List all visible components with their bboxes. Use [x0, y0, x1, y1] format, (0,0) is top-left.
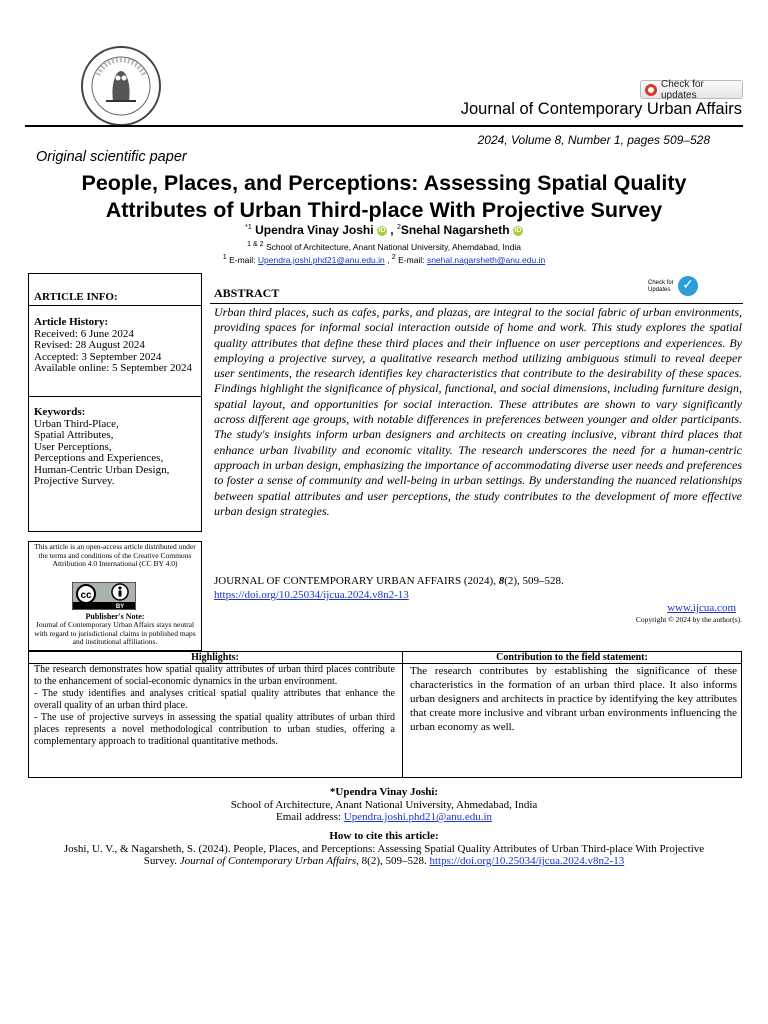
journal-name: Journal of Contemporary Urban Affairs — [460, 100, 742, 118]
contribution-heading: Contribution to the field statement: — [496, 652, 648, 663]
author-emails: $^1$ E-mail: Upendra.joshi.phd21@anu.edu.in , $^2$ E-mail: snehal.nagarsheth@anu.edu.in — [222, 253, 546, 265]
cite-doi-link[interactable]: https://doi.org/10.25034/ijcua.2024.v8n2-13 — [429, 855, 625, 867]
keywords-block — [34, 407, 200, 488]
corresponding-name: *Upendra Vinay Joshi: — [329, 786, 439, 798]
article-info-box — [28, 273, 202, 532]
paper-title-line2: Attributes of Urban Third-place With Projective Survey — [105, 198, 663, 222]
available-date: Available online: 5 September 2024 — [34, 362, 193, 374]
highlight-item: - The use of projective surveys in assessing the spatial quality attributes of urban third places represents a novel methodological contribution to urban studies, offering a complementary approach to traditional quantitative methods. — [34, 712, 395, 747]
accepted-date: Accepted: 3 September 2024 — [34, 350, 162, 363]
license-text: This article is an open-access article distributed under the terms and conditions of the Creative Commons Attribution 4.0 International (CC BY 4.0) — [34, 542, 196, 568]
how-to-cite-text — [0, 843, 768, 868]
corresponding-author — [0, 786, 768, 824]
publisher-note: Journal of Contemporary Urban Affairs stays neutral with regard to jurisdictional claims in published maps and institutional affiliations. — [34, 620, 196, 646]
copyright: Copyright © 2024 by the author(s). — [635, 615, 742, 624]
journal-logo — [80, 45, 162, 127]
email2-link[interactable]: snehal.nagarsheth@anu.edu.in — [426, 254, 546, 265]
cc-by-badge[interactable] — [72, 582, 136, 610]
check-for-updates-badge-label: Check for Updates — [648, 280, 674, 293]
email1-link[interactable]: Upendra.joshi.phd21@anu.edu.in — [257, 254, 385, 265]
abstract-text: Urban third places, such as cafes, parks, and plazas, are integral to the social fabric of urban environments, providing spaces for informal social interaction outside of home and work. This study explores the spatial quality attributes that define these third places and their influence on user perceptions and experiences. By employing a projective survey, a qualitative research method utilizing ambiguous stimuli to reveal deeper user sentiments, the research identifies key characteristics that contribute to the desirability of these spaces. Findings highlight the significance of physical, functional, and social dimensions, including furniture design, spatial layout, and opportunities for social interaction. These attributes are shown to vary significantly across different age groups, with notable differences in preferences between younger and older participants. The study's insights inform urban designers and architects on creating inclusive, vibrant third places that enhance urban livability and economic vitality. The research underscores the need for a human-centric approach in urban design, emphasizing the importance of accommodating diverse user needs and preferences to foster a sense of community and well-being in urban settings. By understanding the nuanced relationships between spatial attributes and user perceptions, the study contributes to the development of more effective urban design strategies. — [214, 305, 742, 518]
check-for-updates-button[interactable] — [640, 80, 743, 99]
corresponding-email-label: Email address: — [275, 811, 342, 823]
email2-label: E-mail: — [398, 254, 425, 265]
author2-name[interactable]: Snehal Nagarsheth — [400, 223, 510, 237]
citation-volume: 8 — [498, 575, 505, 587]
how-to-cite — [0, 830, 768, 868]
table-divider — [402, 651, 403, 778]
journal-citation — [214, 574, 734, 602]
highlight-item: The research demonstrates how spatial quality attributes of urban third places contribute to the enhancement of social-economic dynamics in the urban environment. — [34, 664, 395, 687]
publisher-note-heading: Publisher's Note: — [85, 612, 145, 621]
keyword: Spatial Attributes, — [34, 429, 114, 441]
revised-date: Revised: 28 August 2024 — [34, 339, 145, 351]
paper-title — [20, 170, 748, 224]
cc-label: cc — [80, 590, 92, 601]
corresponding-email-line — [0, 811, 768, 824]
cite-journal: Journal of Contemporary Urban Affairs — [179, 855, 357, 867]
check-for-updates-badge[interactable] — [648, 276, 728, 300]
author1-sup: *1 — [245, 224, 252, 231]
orcid-icon[interactable]: iD — [378, 226, 386, 234]
article-info-heading: ARTICLE INFO: — [34, 291, 118, 303]
corresponding-address: School of Architecture, Anant National University, Ahmedabad, India — [230, 798, 538, 811]
received-date: Received: 6 June 2024 — [34, 327, 134, 340]
check-for-updates-label: Check for updates — [660, 78, 704, 101]
header-divider — [25, 125, 743, 127]
abstract-heading: ABSTRACT — [214, 286, 280, 300]
keyword: Projective Survey. — [34, 475, 115, 487]
cite-text-part2: , 8(2), 509–528. — [356, 855, 427, 867]
citation-journal: JOURNAL OF CONTEMPORARY URBAN AFFAIRS (2024), — [214, 575, 496, 587]
by-label: BY — [115, 604, 125, 610]
keywords-heading: Keywords: — [34, 406, 86, 418]
email1-label: E-mail: — [229, 254, 256, 265]
paper-title-line1: People, Places, and Perceptions: Assessing Spatial Quality — [81, 171, 687, 195]
history-heading: Article History: — [34, 316, 109, 328]
check-icon: ✓ — [678, 276, 698, 296]
cite-text-part1: Joshi, U. V., & Nagarsheth, S. (2024). People, Places, and Perceptions: Assessing Spatial Quality Attributes of Urban Third-place With Projective Survey. — [63, 842, 705, 867]
affiliation-text: School of Architecture, Anant National University, Ahemdabad, India — [265, 241, 521, 252]
divider — [210, 303, 743, 304]
corresponding-email-link[interactable]: Upendra.joshi.phd21@anu.edu.in — [343, 811, 493, 823]
highlights-body — [34, 664, 395, 748]
how-to-cite-heading: How to cite this article: — [329, 830, 439, 842]
author1-name[interactable]: Upendra Vinay Joshi — [255, 223, 374, 237]
keyword: Urban Third-Place, — [34, 417, 119, 430]
volume-line: 2024, Volume 8, Number 1, pages 509–528 — [477, 133, 710, 147]
affil-sup: 1 & 2 — [247, 240, 264, 248]
divider — [28, 305, 202, 306]
keyword: Perceptions and Experiences, — [34, 452, 164, 464]
divider — [28, 396, 202, 397]
contribution-body: The research contributes by establishing the significance of these characteristics in the formation of an urban third place. It also informs urban designers and architects in practice by identifying the key attributes that create more inclusive and vibrant urban environments influencing the urban economy as well. — [410, 665, 737, 733]
author-line — [0, 223, 768, 237]
orcid-icon[interactable]: iD — [514, 226, 522, 234]
citation-issue: (2), 509–528. — [504, 575, 564, 587]
highlight-item: - The study identifies and analyses critical spatial quality attributes that enhance the overall quality of an urban third place. — [34, 688, 395, 711]
article-history — [34, 317, 200, 375]
paper-type: Original scientific paper — [36, 149, 187, 165]
keyword: User Perceptions, — [34, 440, 112, 453]
crossmark-icon — [645, 84, 657, 96]
doi-link[interactable]: https://doi.org/10.25034/ijcua.2024.v8n2-13 — [214, 589, 409, 601]
affiliation — [0, 240, 768, 252]
author-separator: , — [390, 223, 394, 237]
website-link-wrap — [600, 602, 736, 614]
keyword: Human-Centric Urban Design, — [34, 463, 170, 476]
highlights-heading: Highlights: — [191, 652, 239, 663]
website-link[interactable]: www.ijcua.com — [667, 602, 736, 614]
author2-sup: 2 — [396, 224, 401, 231]
